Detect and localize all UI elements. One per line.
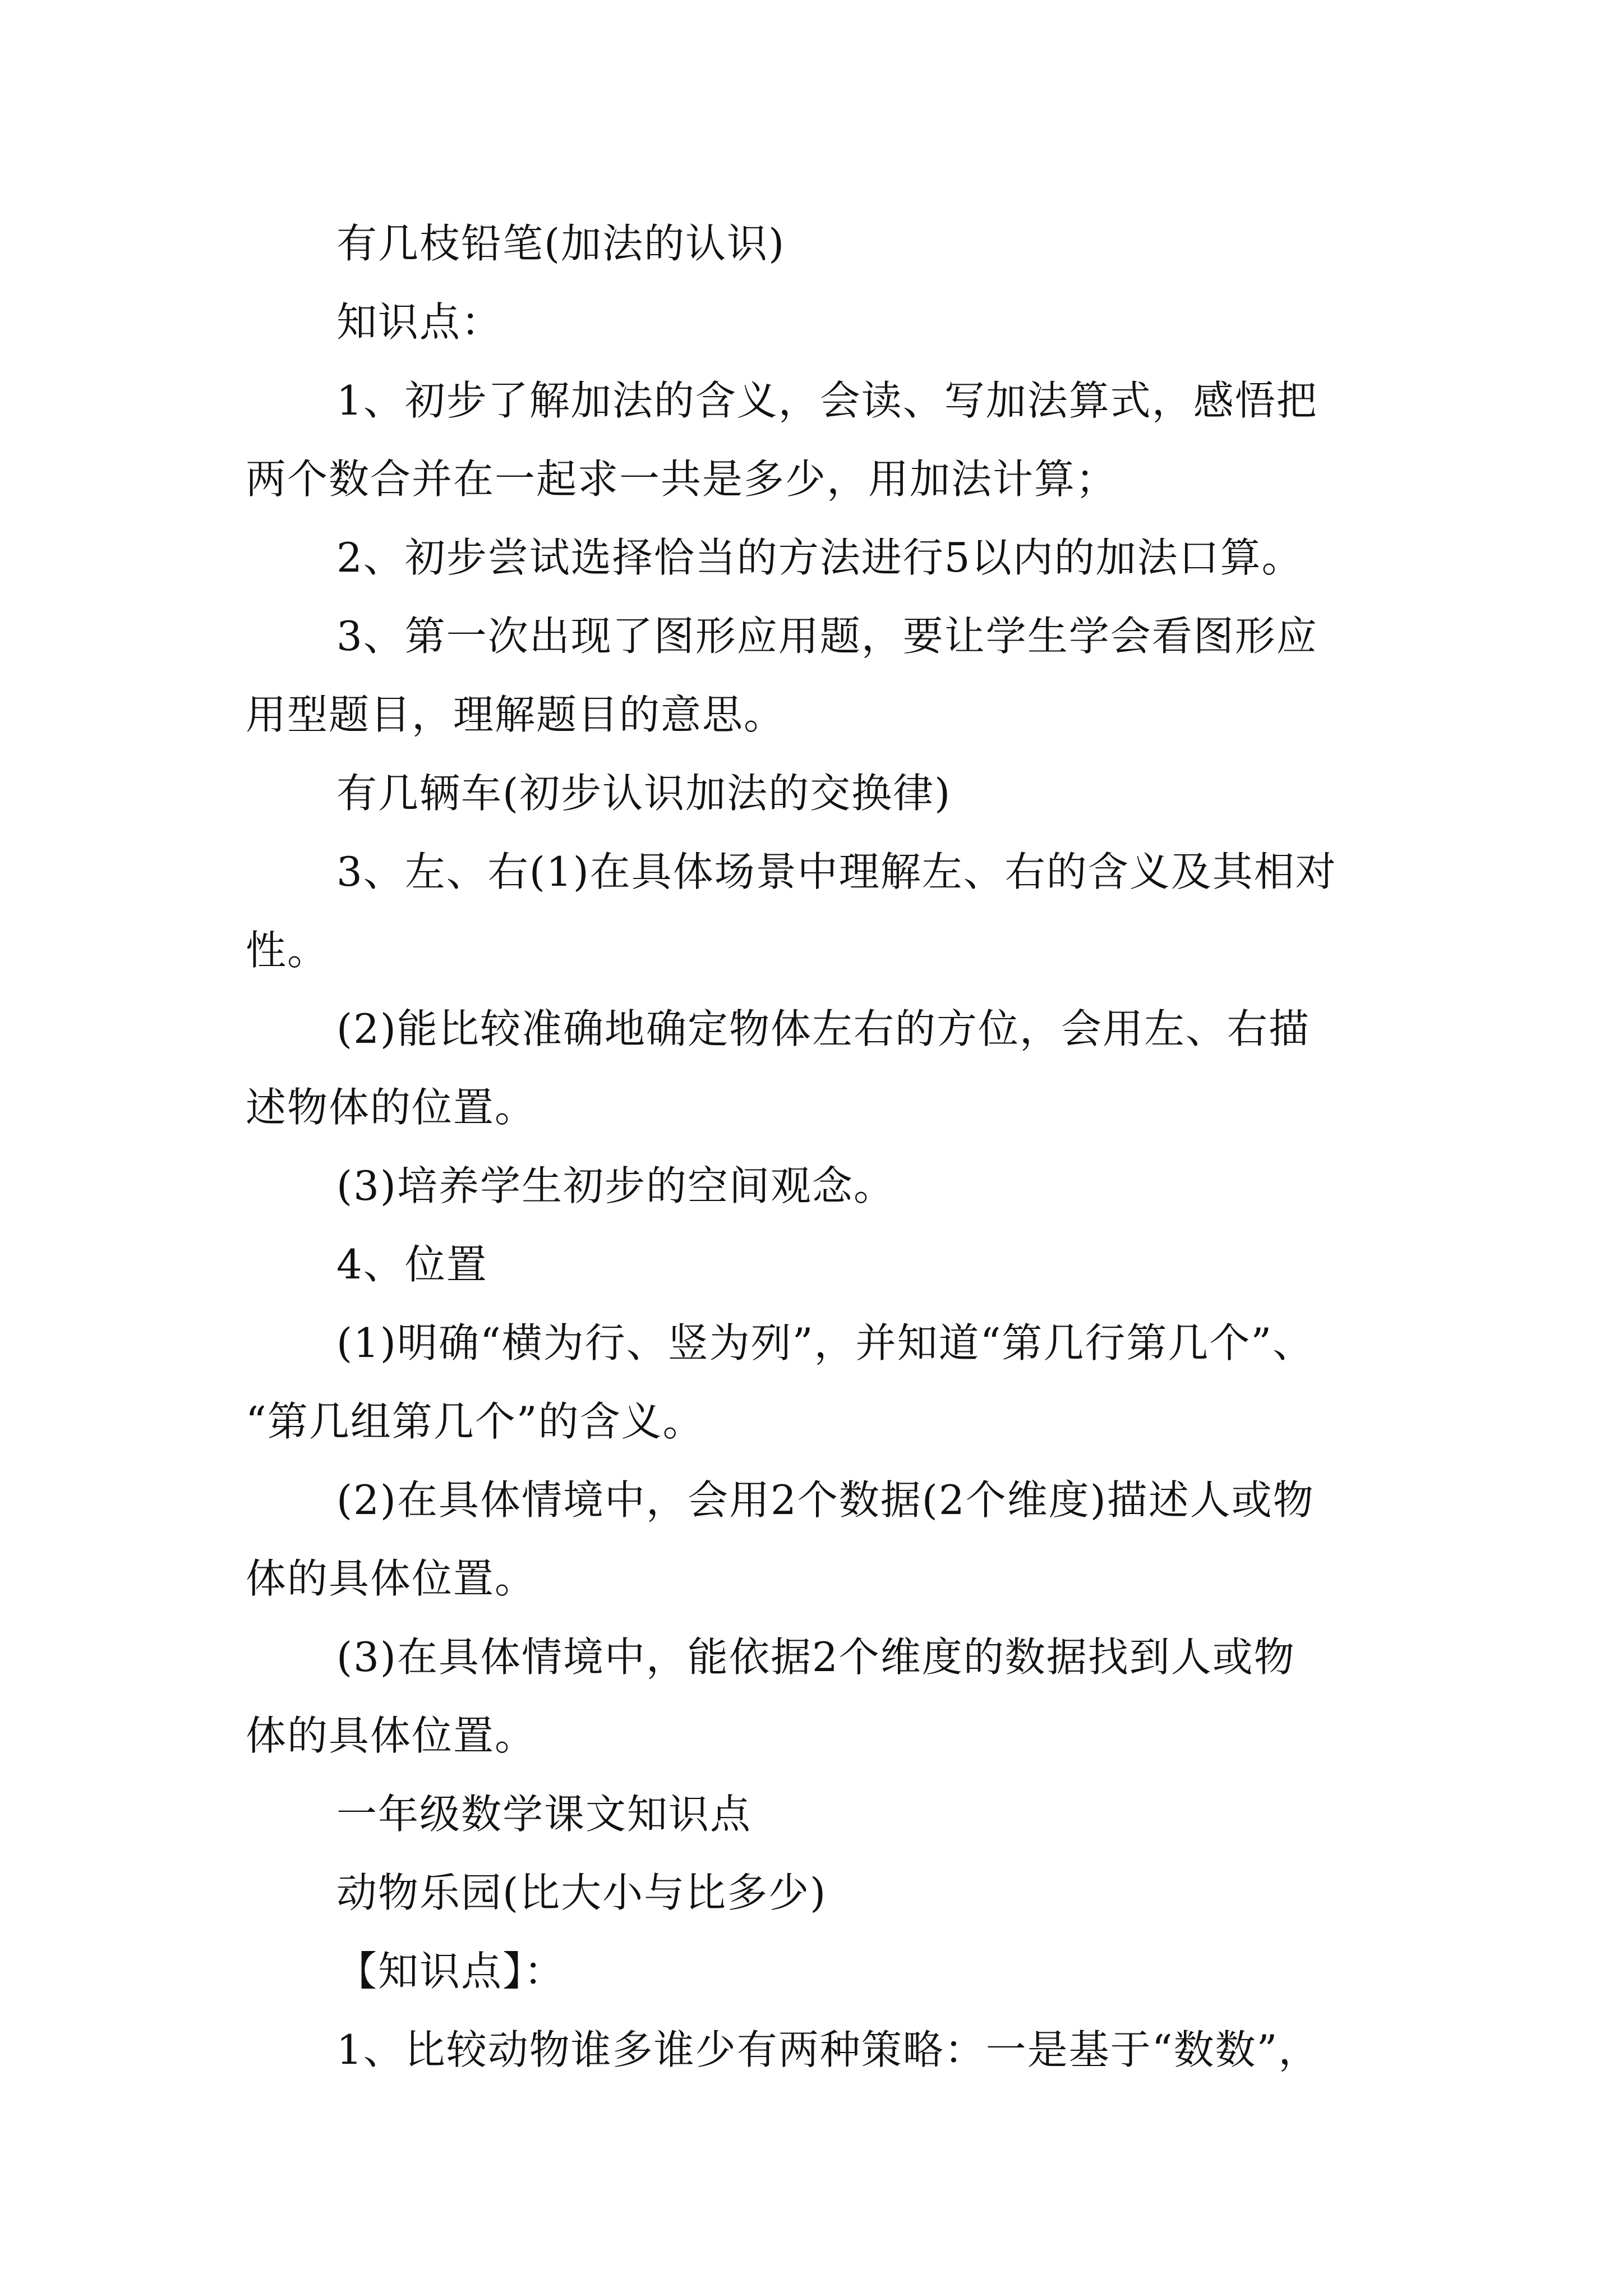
paragraph-line: 用型题目，理解题目的意思。	[246, 691, 786, 738]
paragraph-line: 体的具体位置。	[246, 1555, 537, 1602]
heading-grade-one-math: 一年级数学课文知识点	[336, 1791, 752, 1838]
paragraph-line: 3、左、右(1)在具体场景中理解左、右的含义及其相对	[336, 848, 1337, 895]
paragraph-line: 性。	[246, 927, 329, 974]
paragraph-line: 1、比较动物谁多谁少有两种策略：一是基于“数数”，	[336, 2026, 1320, 2073]
paragraph-line: (3)在具体情境中，能依据2个维度的数据找到人或物	[336, 1634, 1295, 1681]
paragraph-line: 体的具体位置。	[246, 1712, 537, 1759]
paragraph-line: 2、初步尝试选择恰当的方法进行5以内的加法口算。	[336, 534, 1303, 581]
paragraph-line: (1)明确“横为行、竖为列”，并知道“第几行第几个”、	[336, 1319, 1315, 1366]
paragraph-line: 3、第一次出现了图形应用题，要让学生学会看图形应	[336, 613, 1318, 660]
heading-pencils: 有几枝铅笔(加法的认识)	[336, 220, 786, 267]
paragraph-line: 1、初步了解加法的含义，会读、写加法算式，感悟把	[336, 377, 1318, 424]
paragraph-line: (3)培养学生初步的空间观念。	[336, 1162, 895, 1209]
heading-cars: 有几辆车(初步认识加法的交换律)	[336, 770, 952, 817]
knowledge-points-bracketed: 【知识点】：	[336, 1948, 566, 1995]
paragraph-line: (2)能比较准确地确定物体左右的方位，会用左、右描	[336, 1005, 1310, 1052]
knowledge-points-label: 知识点：	[336, 298, 503, 346]
heading-animal-park: 动物乐园(比大小与比多少)	[336, 1869, 827, 1916]
paragraph-line: (2)在具体情境中，会用2个数据(2个维度)描述人或物	[336, 1476, 1315, 1524]
paragraph-line: 述物体的位置。	[246, 1084, 537, 1131]
paragraph-line: 两个数合并在一起求一共是多少，用加法计算；	[246, 455, 1118, 503]
paragraph-line: “第几组第几个”的含义。	[246, 1398, 704, 1445]
heading-position: 4、位置	[336, 1241, 488, 1288]
